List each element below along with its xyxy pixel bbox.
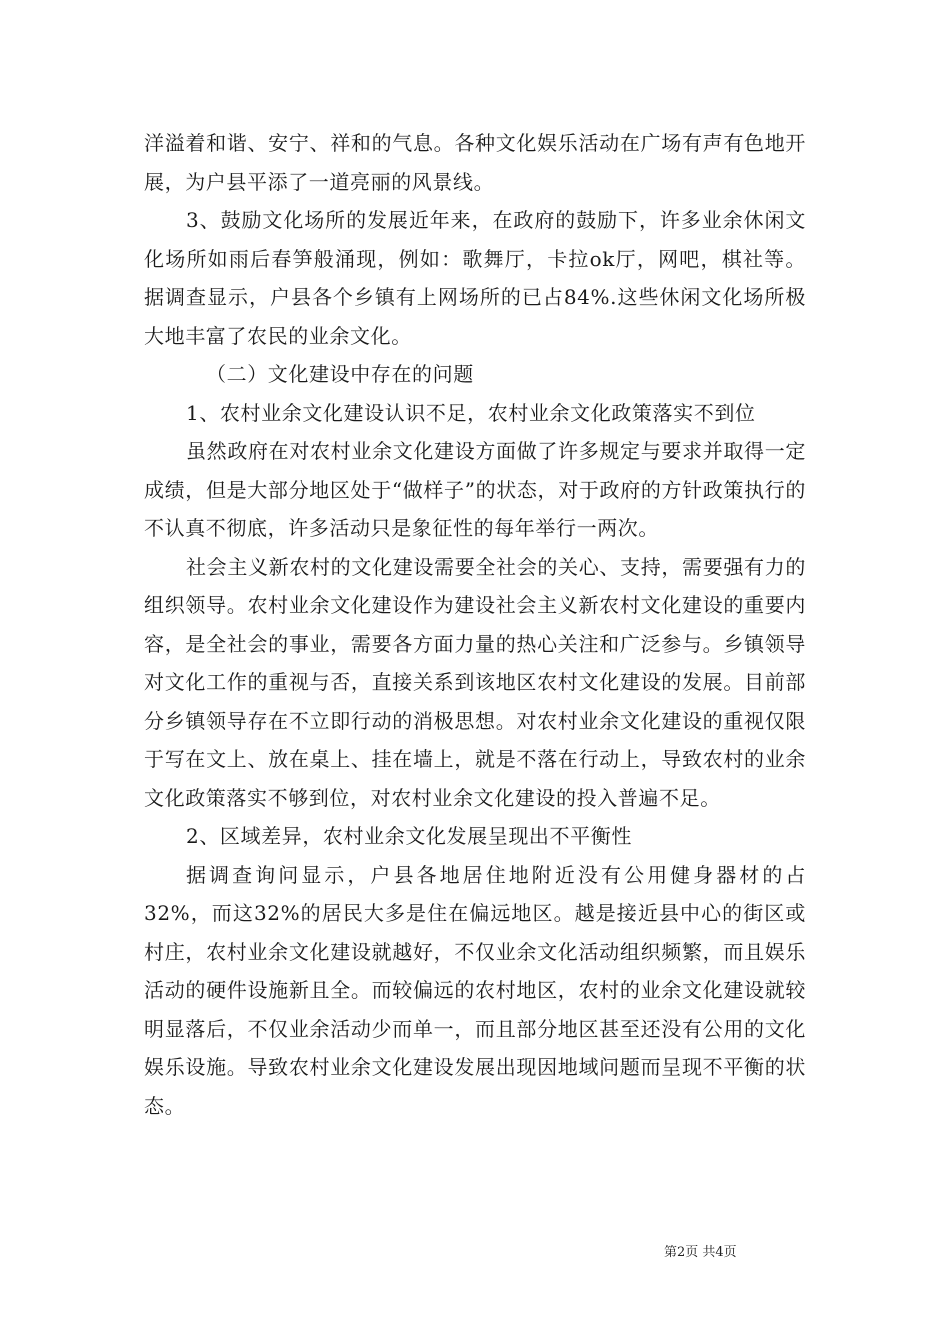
paragraph-leadership: 社会主义新农村的文化建设需要全社会的关心、支持，需要强有力的组织领导。农村业余文化建设作为建设社会主义新农村文化建设的重要内容，是全社会的事业，需要各方面力量的热心关注和广泛参与。乡镇领导对文化工作的重视与否，直接关系到该地区农村文化建设的发展。目前部分乡镇领导存在不立即行动的消极思想。对农村业余文化建设的重视仅限于写在文上、放在桌上、挂在墙上，就是不落在行动上，导致农村的业余文化政策落实不够到位，对农村业余文化建设的投入普遍不足。 <box>144 554 806 810</box>
subheading-item-1: 1、农村业余文化建设认识不足，农村业余文化政策落实不到位 <box>186 400 756 425</box>
paragraph-survey: 据调查询问显示，户县各地居住地附近没有公用健身器材的占32%，而这32%的居民大多是住在偏远地区。越是接近县中心的街区或村庄，农村业余文化建设就越好，不仅业余文化活动组织频繁，而且娱乐活动的硬件设施新且全。而较偏远的农村地区，农村的业余文化建设就较明显落后，不仅业余活动少而单一，而且部分地区甚至还没有公用的文化娱乐设施。导致农村业余文化建设发展出现因地域问题而呈现不平衡的状态。 <box>144 862 806 1118</box>
paragraph-government: 虽然政府在对农村业余文化建设方面做了许多规定与要求并取得一定成绩，但是大部分地区处于“做样子”的状态，对于政府的方针政策执行的不认真不彻底，许多活动只是象征性的每年举行一两次。 <box>144 439 806 540</box>
paragraph-item-3: 3、鼓励文化场所的发展近年来，在政府的鼓励下，许多业余休闲文化场所如雨后春笋般涌现，例如：歌舞厅，卡拉ok厅，网吧，棋社等。据调查显示，户县各个乡镇有上网场所的已占84%.这些休闲文化场所极大地丰富了农民的业余文化。 <box>144 208 806 348</box>
paragraph-continuation: 洋溢着和谐、安宁、祥和的气息。各种文化娱乐活动在广场有声有色地开展，为户县平添了一道亮丽的风景线。 <box>144 131 806 194</box>
subheading-item-2: 2、区域差异，农村业余文化发展呈现出不平衡性 <box>186 824 632 848</box>
page-number-footer: 第2页 共4页 <box>664 1245 737 1260</box>
document-body <box>144 124 806 1125</box>
section-heading: （二）文化建设中存在的问题 <box>206 362 474 386</box>
